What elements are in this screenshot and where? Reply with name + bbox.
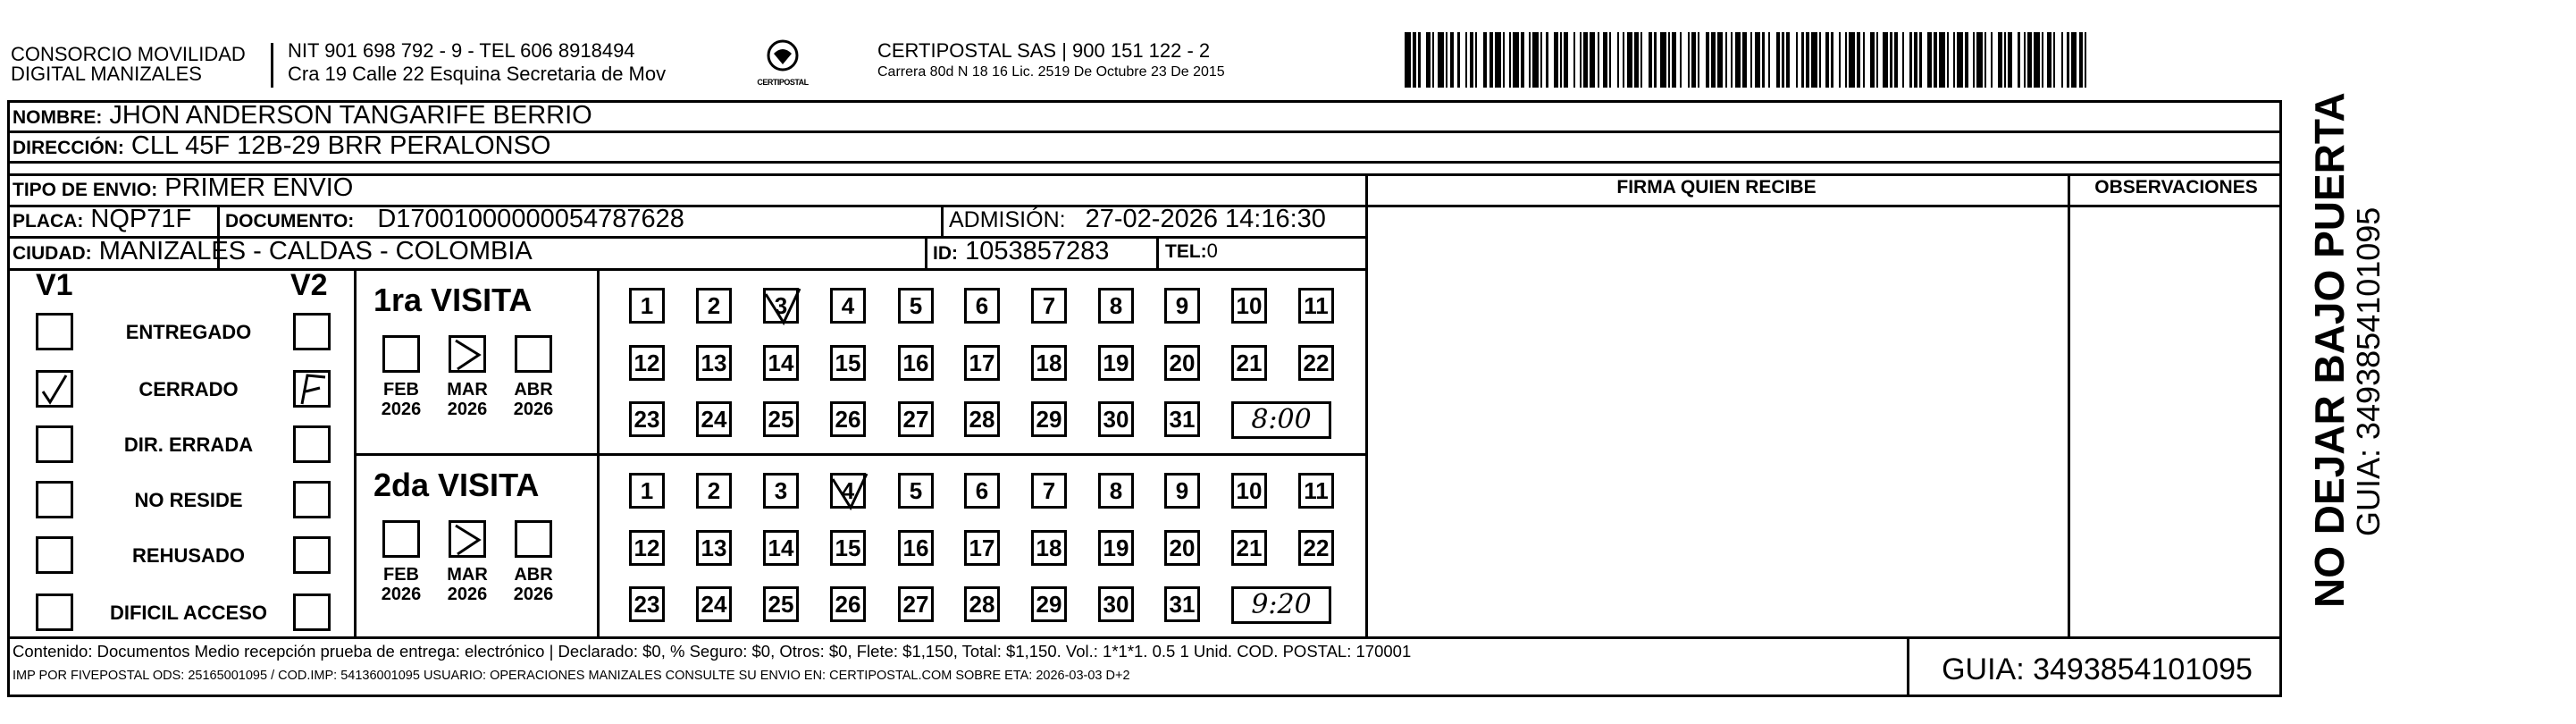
barcode-bar	[1991, 32, 1993, 88]
barcode-bar	[1863, 32, 1865, 88]
barcode-bar	[2008, 32, 2011, 88]
barcode-bar	[1649, 32, 1652, 88]
sender-company-line2: DIGITAL MANIZALES	[11, 63, 202, 85]
barcode-bar	[1796, 32, 1798, 88]
documento-label: DOCUMENTO:	[225, 211, 355, 232]
barcode-bar	[1450, 32, 1454, 88]
second-visit-day-28[interactable]: 28	[964, 586, 1000, 622]
second-visit-month-checkbox-mar[interactable]	[449, 520, 486, 558]
barcode-bar	[1919, 32, 1921, 88]
second-visit-day-3[interactable]: 3	[763, 473, 799, 509]
documento-value: D17001000000054787628	[377, 205, 684, 233]
second-visit-time-box[interactable]: 9:20	[1231, 586, 1331, 624]
first-visit-day-5[interactable]: 5	[898, 288, 934, 324]
barcode-bar	[1914, 32, 1917, 88]
nombre-row	[13, 101, 592, 130]
barcode-bar	[2067, 32, 2068, 88]
barcode-bar	[1939, 32, 1945, 88]
first-visit-day-10[interactable]: 10	[1231, 288, 1267, 324]
barcode-bar	[1609, 32, 1611, 88]
barcode-bar	[1782, 32, 1783, 88]
carrier-name: CERTIPOSTAL SAS | 900 151 122 - 2	[877, 39, 1211, 62]
barcode-bar	[2085, 32, 2086, 88]
barcode-bar	[1811, 32, 1817, 88]
barcode-bar	[1735, 32, 1741, 88]
barcode-bar	[1776, 32, 1780, 88]
second-visit-day-30[interactable]: 30	[1098, 586, 1134, 622]
sender-info	[288, 39, 666, 86]
first-visit-month-checkbox-mar[interactable]	[449, 335, 486, 373]
barcode-bar	[1654, 32, 1656, 88]
barcode-bar	[1426, 32, 1430, 88]
barcode-bar	[1801, 32, 1803, 88]
status-option-label: ENTREGADO	[125, 321, 252, 343]
barcode-bar	[1742, 32, 1746, 88]
direccion-value: CLL 45F 12B-29 BRR PERALONSO	[130, 131, 551, 160]
v1-checkbox-dir-errada[interactable]	[36, 425, 73, 463]
barcode-bar	[1909, 32, 1911, 88]
barcode-bar	[1839, 32, 1841, 88]
barcode-bar	[1849, 32, 1855, 88]
first-visit-month-label: FEB 2026	[381, 380, 422, 419]
v2-checkbox-no-reside[interactable]	[293, 481, 331, 518]
barcode-bar	[1965, 32, 1968, 88]
second-visit-day-15[interactable]: 15	[830, 530, 866, 566]
firma-header: FIRMA QUIEN RECIBE	[1616, 177, 1817, 198]
second-visit-day-14[interactable]: 14	[763, 530, 799, 566]
barcode-bar	[1717, 32, 1724, 88]
barcode-bar	[1521, 32, 1524, 88]
barcode	[1405, 32, 2093, 88]
second-visit-day-7[interactable]: 7	[1031, 473, 1067, 509]
first-visit-day-19[interactable]: 19	[1098, 345, 1134, 381]
sender-nit: NIT 901 698 792 - 9 - TEL 606 8918494	[288, 39, 635, 62]
first-visit-day-21[interactable]: 21	[1231, 345, 1267, 381]
id-value: 1053857283	[965, 237, 1110, 265]
admision-field	[949, 205, 1326, 234]
second-visit-month-checkbox-feb[interactable]	[382, 520, 420, 558]
second-visit-day-20[interactable]: 20	[1164, 530, 1200, 566]
barcode-bar	[2053, 32, 2055, 88]
barcode-bar	[1883, 32, 1889, 88]
barcode-bar	[1698, 32, 1699, 88]
barcode-bar	[1580, 32, 1582, 88]
v2-checkbox-cerrado[interactable]	[293, 370, 331, 408]
admision-label: ADMISIÓN:	[949, 207, 1066, 232]
barcode-bar	[1603, 32, 1607, 88]
barcode-bar	[1876, 32, 1878, 88]
barcode-bar	[1902, 32, 1904, 88]
barcode-bar	[1532, 32, 1539, 88]
barcode-bar	[2079, 32, 2083, 88]
v1-check-mark-icon	[36, 370, 73, 408]
first-visit-day-6[interactable]: 6	[964, 288, 1000, 324]
v1-checkbox-no-reside[interactable]	[36, 481, 73, 518]
second-visit-day-24[interactable]: 24	[696, 586, 732, 622]
barcode-bar	[1509, 32, 1511, 88]
first-visit-time-box[interactable]: 8:00	[1231, 401, 1331, 439]
first-visit-day-8[interactable]: 8	[1098, 288, 1134, 324]
first-visit-day-2[interactable]: 2	[696, 288, 732, 324]
barcode-bar	[1984, 32, 1986, 88]
ciudad-field	[13, 237, 533, 266]
first-visit-day-26[interactable]: 26	[830, 401, 866, 437]
barcode-bar	[1890, 32, 1892, 88]
first-visit-day-23[interactable]: 23	[629, 401, 665, 437]
first-visit-day-29[interactable]: 29	[1031, 401, 1067, 437]
v1-checkbox-rehusado[interactable]	[36, 536, 73, 574]
barcode-bar	[1755, 32, 1761, 88]
second-visit-day-4[interactable]: 4	[830, 473, 866, 509]
first-visit-day-27[interactable]: 27	[898, 401, 934, 437]
barcode-bar	[1786, 32, 1790, 88]
v1-label: V1	[36, 268, 73, 302]
first-visit-day-1[interactable]: 1	[629, 288, 665, 324]
v2-check-mark-icon	[293, 370, 331, 408]
first-visit-day-9[interactable]: 9	[1164, 288, 1200, 324]
first-visit-month-label: ABR 2026	[513, 380, 554, 419]
barcode-bar	[1831, 32, 1833, 88]
v1-checkbox-dificil-acceso[interactable]	[36, 594, 73, 631]
barcode-bar	[2061, 32, 2063, 88]
first-visit-day-15[interactable]: 15	[830, 345, 866, 381]
carrier-license: Carrera 80d N 18 16 Lic. 2519 De Octubre 23 De 2015	[877, 64, 1225, 80]
barcode-bar	[2042, 32, 2043, 88]
v2-checkbox-entregado[interactable]	[293, 313, 331, 350]
first-visit-day-25[interactable]: 25	[763, 401, 799, 437]
second-visit-day-9[interactable]: 9	[1164, 473, 1200, 509]
barcode-bar	[1725, 32, 1727, 88]
second-visit-day-25[interactable]: 25	[763, 586, 799, 622]
tel-field	[1165, 240, 1218, 263]
barcode-bar	[1762, 32, 1764, 88]
tel-label: TEL:	[1165, 241, 1207, 262]
tipo-envio-row	[13, 173, 353, 203]
status-option-label: DIR. ERRADA	[123, 434, 254, 456]
first-visit-label: 1ra VISITA	[373, 282, 533, 318]
placa-label: PLACA:	[13, 211, 84, 232]
barcode-bar	[2027, 32, 2031, 88]
v1-checkbox-cerrado[interactable]	[36, 370, 73, 408]
barcode-bar	[2047, 32, 2051, 88]
barcode-bar	[1529, 32, 1531, 88]
barcode-bar	[1470, 32, 1473, 88]
first-visit-day-13[interactable]: 13	[696, 345, 732, 381]
barcode-bar	[1957, 32, 1963, 88]
barcode-bar	[1590, 32, 1596, 88]
barcode-bar	[1560, 32, 1562, 88]
barcode-bar	[1623, 32, 1624, 88]
barcode-bar	[1640, 32, 1642, 88]
barcode-bar	[1825, 32, 1829, 88]
placa-field	[13, 205, 191, 234]
direccion-label: DIRECCIÓN:	[13, 138, 124, 158]
side-guia: GUIA: 3493854101095	[2350, 206, 2387, 536]
barcode-bar	[2071, 32, 2077, 88]
no-dejar-warning: NO DEJAR BAJO PUERTA	[2306, 92, 2353, 608]
carrier-info	[877, 39, 1225, 82]
barcode-bar	[1483, 32, 1487, 88]
barcode-bar	[1750, 32, 1752, 88]
second-visit-day-2[interactable]: 2	[696, 473, 732, 509]
first-visit-day-28[interactable]: 28	[964, 401, 1000, 437]
v1-checkbox-entregado[interactable]	[36, 313, 73, 350]
tel-value: 0	[1206, 240, 1218, 262]
nombre-label: NOMBRE:	[13, 107, 103, 128]
barcode-bar	[1573, 32, 1575, 88]
second-visit-month-label: FEB 2026	[381, 565, 422, 604]
second-visit-month-checkbox-abr[interactable]	[515, 520, 552, 558]
tipo-envio-value: PRIMER ENVIO	[164, 173, 354, 202]
second-visit-day-10[interactable]: 10	[1231, 473, 1267, 509]
first-visit-day-11[interactable]: 11	[1298, 288, 1334, 324]
barcode-bar	[1432, 32, 1434, 88]
barcode-bar	[1554, 32, 1557, 88]
ciudad-label: CIUDAD:	[13, 243, 92, 264]
first-visit-day-mark-icon	[762, 285, 803, 336]
barcode-bar	[1894, 32, 1898, 88]
barcode-bar	[1947, 32, 1949, 88]
first-visit-month-mark-icon	[449, 335, 486, 373]
observaciones-header: OBSERVACIONES	[2094, 177, 2258, 198]
second-visit-day-11[interactable]: 11	[1298, 473, 1334, 509]
status-option-label: NO RESIDE	[134, 489, 243, 511]
ciudad-value: MANIZALES - CALDAS - COLOMBIA	[98, 237, 533, 265]
second-visit-day-13[interactable]: 13	[696, 530, 732, 566]
status-option-label: DIFICIL ACCESO	[109, 602, 267, 624]
barcode-bar	[1495, 32, 1501, 88]
certipostal-logo	[747, 38, 818, 87]
first-visit-day-17[interactable]: 17	[964, 345, 1000, 381]
barcode-bar	[1513, 32, 1519, 88]
v2-checkbox-rehusado[interactable]	[293, 536, 331, 574]
second-visit-day-12[interactable]: 12	[629, 530, 665, 566]
second-visit-day-22[interactable]: 22	[1298, 530, 1334, 566]
barcode-bar	[1489, 32, 1493, 88]
barcode-bar	[1465, 32, 1467, 88]
barcode-bar	[1540, 32, 1542, 88]
second-visit-month-label: MAR 2026	[447, 565, 488, 604]
barcode-bar	[1668, 32, 1670, 88]
barcode-bar	[1998, 32, 2001, 88]
barcode-bar	[1564, 32, 1567, 88]
nombre-value: JHON ANDERSON TANGARIFE BERRIO	[109, 101, 592, 130]
second-visit-day-8[interactable]: 8	[1098, 473, 1134, 509]
second-visit-day-6[interactable]: 6	[964, 473, 1000, 509]
first-visit-day-22[interactable]: 22	[1298, 345, 1334, 381]
second-visit-day-17[interactable]: 17	[964, 530, 1000, 566]
first-visit-month-checkbox-abr[interactable]	[515, 335, 552, 373]
barcode-bar	[1768, 32, 1770, 88]
barcode-bar	[1688, 32, 1690, 88]
barcode-bar	[1634, 32, 1638, 88]
first-visit-day-24[interactable]: 24	[696, 401, 732, 437]
barcode-bar	[1413, 32, 1416, 88]
barcode-bar	[1503, 32, 1505, 88]
second-visit-day-1[interactable]: 1	[629, 473, 665, 509]
barcode-bar	[2034, 32, 2040, 88]
first-visit-day-7[interactable]: 7	[1031, 288, 1067, 324]
v2-checkbox-dir-errada[interactable]	[293, 425, 331, 463]
barcode-bar	[2024, 32, 2026, 88]
id-field	[933, 237, 1109, 266]
barcode-bar	[1446, 32, 1447, 88]
barcode-bar	[1870, 32, 1874, 88]
id-label: ID:	[933, 243, 958, 264]
admision-value: 27-02-2026 14:16:30	[1085, 205, 1326, 233]
second-visit-day-26[interactable]: 26	[830, 586, 866, 622]
first-visit-month-checkbox-feb[interactable]	[382, 335, 420, 373]
second-visit-day-29[interactable]: 29	[1031, 586, 1067, 622]
barcode-bar	[1845, 32, 1847, 88]
footer-guia: GUIA: 3493854101095	[1942, 652, 2253, 686]
barcode-bar	[1672, 32, 1675, 88]
barcode-bar	[2018, 32, 2019, 88]
sender-company	[11, 45, 246, 84]
first-visit-day-14[interactable]: 14	[763, 345, 799, 381]
first-visit-day-31[interactable]: 31	[1164, 401, 1200, 437]
second-visit-day-31[interactable]: 31	[1164, 586, 1200, 622]
barcode-bar	[2004, 32, 2006, 88]
footer-content-line: Contenido: Documentos Medio recepción prueba de entrega: electrónico | Declarado: $0, % Seguro: $0, Otros: $0, Flete: $1,150, Total: $1,150. Vol.: 1*1*1. 0.5 1 Unid. COD. POSTAL: 170001	[13, 642, 1412, 661]
v2-label: V2	[290, 268, 328, 302]
barcode-bar	[1457, 32, 1459, 88]
first-visit-day-20[interactable]: 20	[1164, 345, 1200, 381]
barcode-bar	[1731, 32, 1733, 88]
first-visit-month-label: MAR 2026	[447, 380, 488, 419]
second-visit-month-mark-icon	[449, 520, 486, 558]
barcode-bar	[1973, 32, 1975, 88]
first-visit-day-30[interactable]: 30	[1098, 401, 1134, 437]
sender-company-line1: CONSORCIO MOVILIDAD	[11, 43, 246, 65]
barcode-bar	[1598, 32, 1599, 88]
documento-field	[225, 205, 684, 234]
barcode-bar	[1617, 32, 1619, 88]
barcode-bar	[1405, 32, 1411, 88]
barcode-bar	[1976, 32, 1983, 88]
barcode-bar	[1680, 32, 1682, 88]
logo-text: CERTIPOSTAL	[757, 78, 809, 87]
tipo-envio-label: TIPO DE ENVIO:	[13, 180, 158, 200]
barcode-bar	[1934, 32, 1937, 88]
barcode-bar	[1418, 32, 1420, 88]
second-visit-day-mark-icon	[829, 470, 870, 521]
second-visit-day-21[interactable]: 21	[1231, 530, 1267, 566]
barcode-bar	[1583, 32, 1587, 88]
barcode-bar	[1438, 32, 1444, 88]
first-visit-day-4[interactable]: 4	[830, 288, 866, 324]
barcode-bar	[1806, 32, 1809, 88]
footer-imp-line: IMP POR FIVEPOSTAL ODS: 25165001095 / COD.IMP: 54136001095 USUARIO: OPERACIONES MANIZALES CONSULTE SU ENVIO EN: CERTIPOSTAL.COM SOBRE ETA: 2026-03-03 D+2	[13, 669, 1130, 683]
first-visit-day-12[interactable]: 12	[629, 345, 665, 381]
second-visit-month-label: ABR 2026	[513, 565, 554, 604]
first-visit-day-16[interactable]: 16	[898, 345, 934, 381]
second-visit-day-27[interactable]: 27	[898, 586, 934, 622]
status-option-label: REHUSADO	[132, 544, 245, 567]
barcode-bar	[1475, 32, 1477, 88]
logo-icon	[765, 38, 801, 73]
barcode-bar	[1660, 32, 1666, 88]
second-visit-day-5[interactable]: 5	[898, 473, 934, 509]
second-visit-day-16[interactable]: 16	[898, 530, 934, 566]
direccion-row	[13, 131, 550, 161]
v2-checkbox-dificil-acceso[interactable]	[293, 594, 331, 631]
barcode-bar	[1546, 32, 1548, 88]
first-visit-day-3[interactable]: 3	[763, 288, 799, 324]
barcode-bar	[1927, 32, 1931, 88]
barcode-bar	[1627, 32, 1633, 88]
barcode-bar	[1857, 32, 1860, 88]
barcode-bar	[1819, 32, 1821, 88]
barcode-bar	[1711, 32, 1715, 88]
barcode-bar	[1706, 32, 1709, 88]
status-option-label: CERRADO	[138, 378, 239, 400]
sender-address: Cra 19 Calle 22 Esquina Secretaria de Mov	[288, 63, 667, 85]
placa-value: NQP71F	[90, 205, 192, 233]
barcode-bar	[1953, 32, 1955, 88]
second-visit-day-23[interactable]: 23	[629, 586, 665, 622]
second-visit-label: 2da VISITA	[373, 467, 540, 503]
first-visit-day-18[interactable]: 18	[1031, 345, 1067, 381]
second-visit-day-19[interactable]: 19	[1098, 530, 1134, 566]
barcode-bar	[1691, 32, 1695, 88]
second-visit-day-18[interactable]: 18	[1031, 530, 1067, 566]
